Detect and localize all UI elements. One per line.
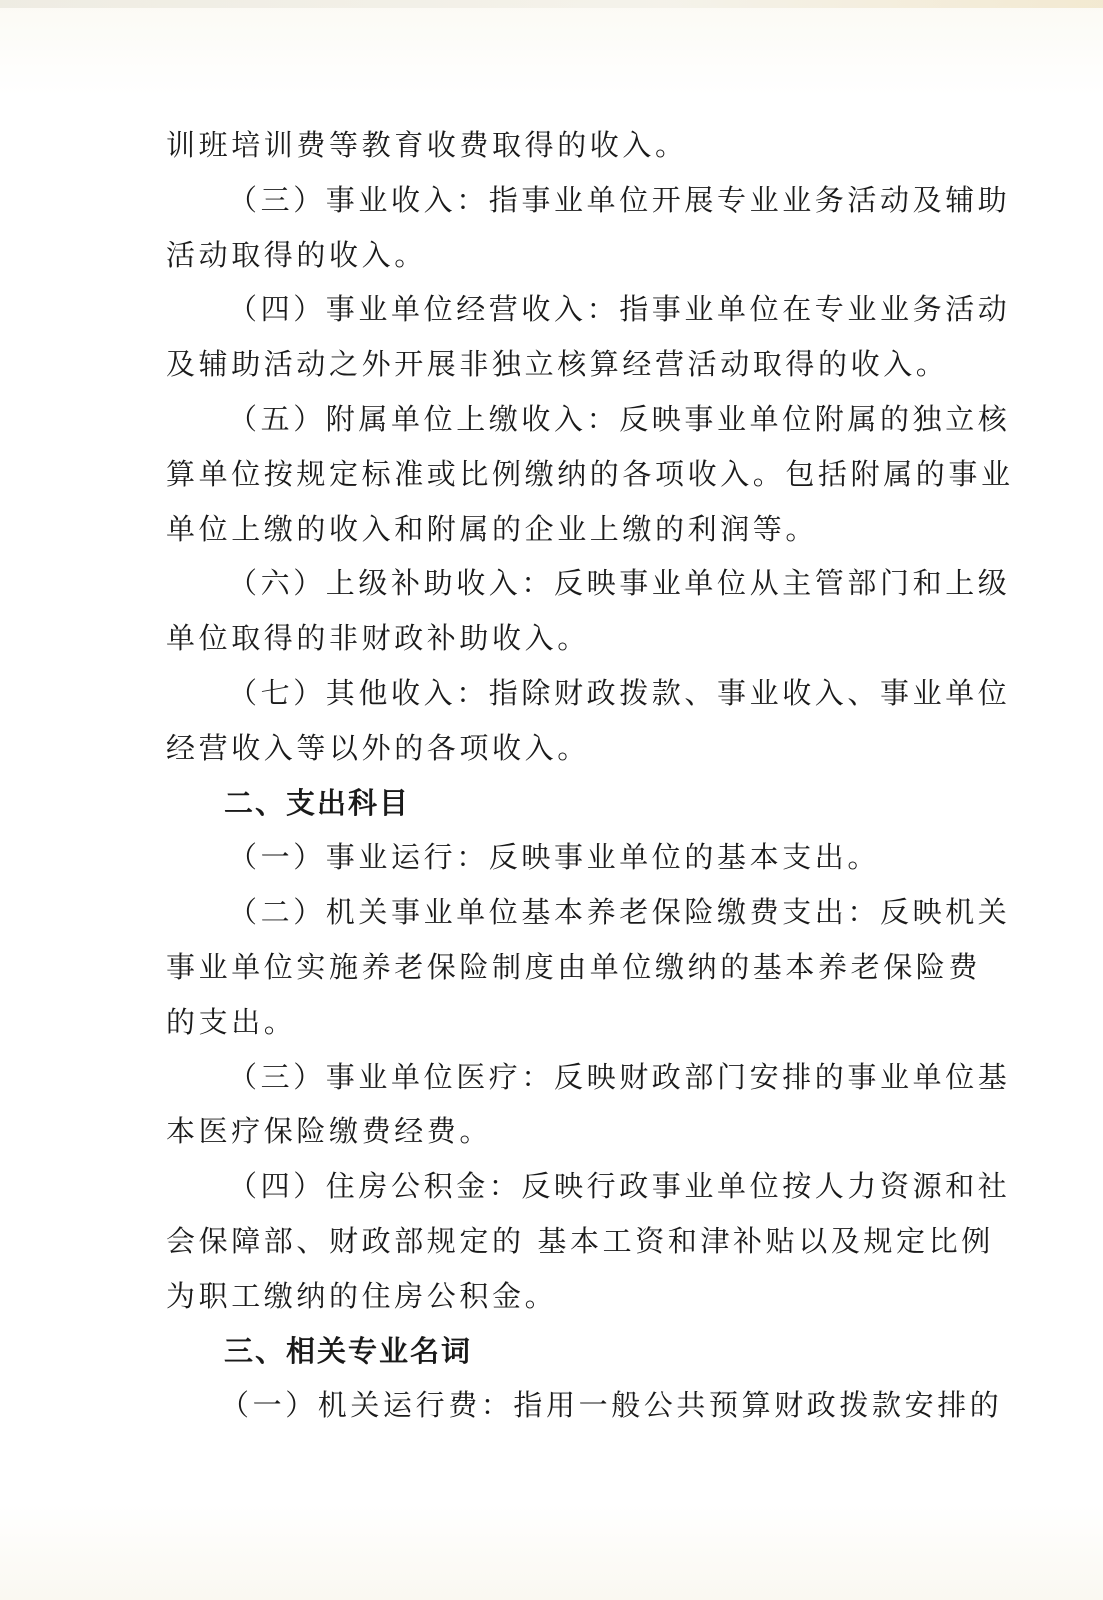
paragraph-line: （六）上级补助收入：反映事业单位从主管部门和上级 (228, 566, 1011, 601)
paragraph-line: （一）事业运行：反映事业单位的基本支出。 (228, 840, 881, 875)
paragraph-line: 单位取得的非财政补助收入。 (166, 621, 590, 656)
paragraph-line: 及辅助活动之外开展非独立核算经营活动取得的收入。 (166, 347, 949, 382)
paragraph-line: 经营收入等以外的各项收入。 (166, 730, 590, 765)
paragraph-line: 本医疗保险缴费经费。 (166, 1114, 493, 1149)
paragraph-line: （三）事业单位医疗：反映财政部门安排的事业单位基 (228, 1059, 1011, 1094)
page-top-edge (0, 0, 1103, 8)
paragraph-line: 训班培训费等教育收费取得的收入。 (166, 128, 688, 162)
paragraph-line: （四）住房公积金：反映行政事业单位按人力资源和社 (228, 1169, 1011, 1204)
paragraph-line: （三）事业收入：指事业单位开展专业业务活动及辅助 (228, 182, 1011, 217)
paragraph-line: （二）机关事业单位基本养老保险缴费支出：反映机关 (228, 895, 1011, 930)
paragraph-line: 活动取得的收入。 (166, 237, 427, 272)
paragraph-line: 事业单位实施养老保险制度由单位缴纳的基本养老保险费 (166, 949, 982, 984)
section-heading: 二、支出科目 (224, 785, 411, 820)
paragraph-line: （五）附属单位上缴收入：反映事业单位附属的独立核 (228, 401, 1011, 436)
paragraph-line: 的支出。 (166, 1004, 297, 1039)
paragraph-line: 会保障部、财政部规定的 基本工资和津补贴以及规定比例 (166, 1223, 994, 1258)
paragraph-line: 算单位按规定标准或比例缴纳的各项收入。包括附属的事业 (166, 456, 1014, 491)
paragraph-line: （一）机关运行费：指用一般公共预算财政拨款安排的 (220, 1388, 1003, 1423)
paragraph-line: （四）事业单位经营收入：指事业单位在专业业务活动 (228, 292, 1011, 327)
section-heading: 三、相关专业名词 (224, 1333, 473, 1368)
paragraph-line: （七）其他收入：指除财政拨款、事业收入、事业单位 (228, 675, 1011, 710)
document-body (166, 118, 1014, 1433)
paragraph-line: 单位上缴的收入和附属的企业上缴的利润等。 (166, 511, 819, 546)
paragraph-line: 为职工缴纳的住房公积金。 (166, 1278, 558, 1313)
